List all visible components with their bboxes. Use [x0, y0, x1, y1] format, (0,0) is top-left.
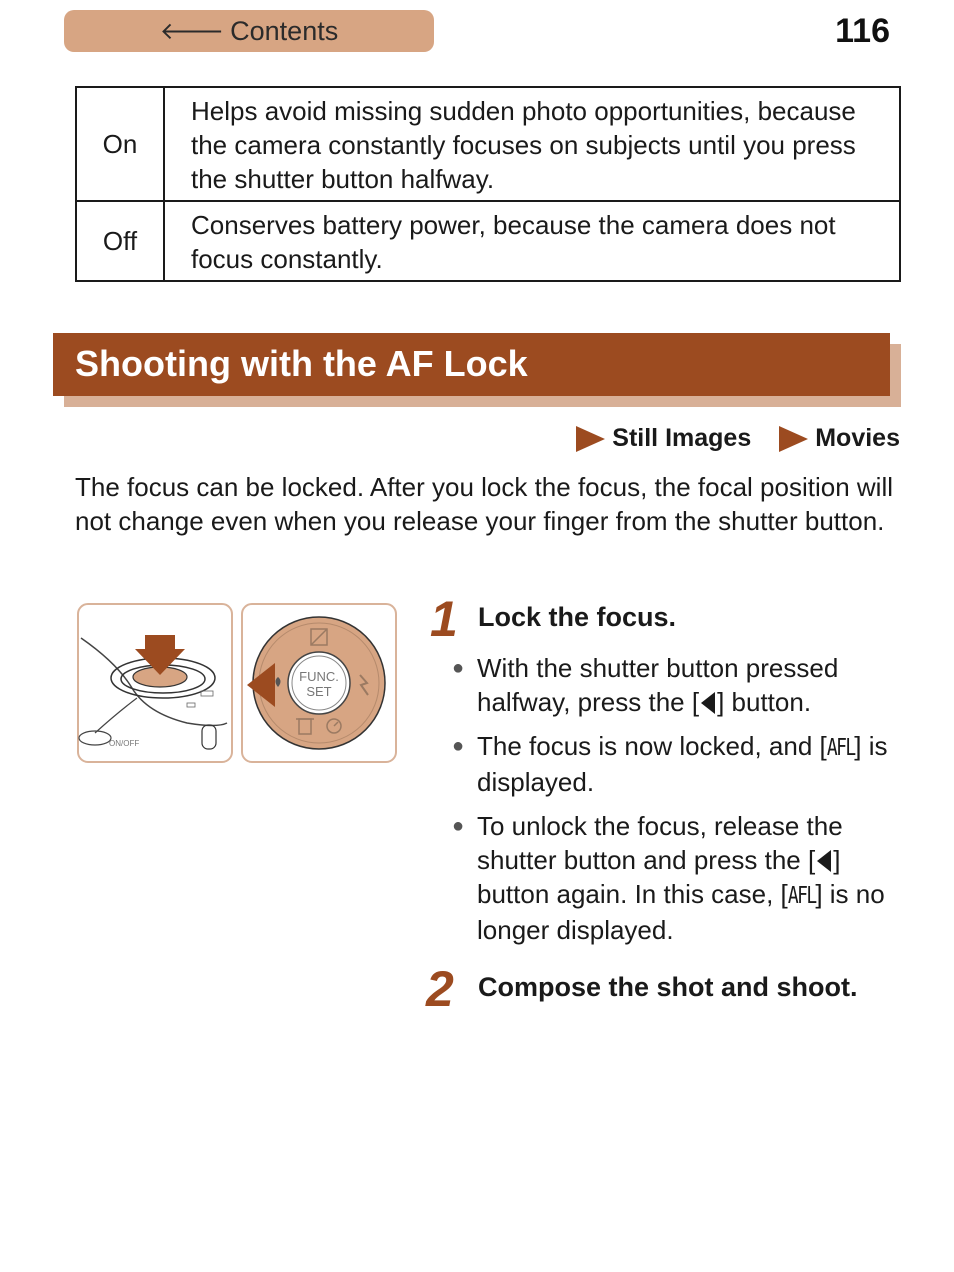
- bullet-text: ] button.: [717, 687, 812, 717]
- page-number: 116: [835, 12, 890, 50]
- table-row: [76, 87, 900, 201]
- step-title: Compose the shot and shoot.: [478, 972, 858, 1002]
- step-1-bullets: [452, 651, 912, 957]
- bullet-text: With the shutter button pressed halfway, press the [: [477, 653, 839, 717]
- arrow-left-icon: 🡐: [159, 18, 225, 45]
- left-button-icon: [701, 692, 715, 714]
- play-triangle-icon: [779, 426, 808, 452]
- table-row: [76, 201, 900, 281]
- shooting-modes: [548, 424, 900, 453]
- option-desc: Helps avoid missing sudden photo opportunities, because the camera constantly focuses on subjects until you press the shutter button halfway.: [164, 87, 900, 201]
- play-triangle-icon: [576, 426, 605, 452]
- bullet-text: The focus is now locked, and [: [477, 731, 827, 761]
- list-item: [452, 651, 912, 719]
- bullet-text: ] is no longer displayed.: [477, 879, 885, 945]
- mode-still-images: [576, 424, 751, 453]
- bullet-dot-icon: ●: [452, 735, 465, 757]
- camera-illustration: [77, 603, 399, 765]
- step-number: 1: [430, 591, 458, 647]
- list-item: [452, 729, 912, 799]
- list-item: [452, 809, 912, 947]
- bullet-text: ] is displayed.: [477, 731, 888, 797]
- contents-label: Contents: [230, 15, 339, 46]
- step-title: Lock the focus.: [478, 602, 677, 632]
- afl-icon: AFL: [826, 735, 855, 761]
- options-table: [75, 86, 901, 282]
- mode-movies: [779, 424, 900, 453]
- shutter-panel: [78, 604, 232, 762]
- afl-icon: AFL: [787, 883, 816, 909]
- contents-button[interactable]: [64, 10, 434, 52]
- bullet-text: To unlock the focus, release the shutter button and press the [: [477, 811, 843, 875]
- control-wheel-panel: [242, 604, 396, 762]
- onoff-label: ON/OFF: [109, 739, 140, 748]
- left-button-icon: [817, 850, 831, 872]
- mode-label: Still Images: [612, 424, 752, 452]
- bullet-text: ] button again. In this case, [: [477, 845, 841, 909]
- bullet-dot-icon: ●: [452, 815, 465, 837]
- option-key: Off: [76, 201, 164, 281]
- option-key: On: [76, 87, 164, 201]
- section-title: Shooting with the AF Lock: [75, 343, 528, 384]
- bullet-dot-icon: ●: [452, 657, 465, 679]
- option-desc: Conserves battery power, because the camera does not focus constantly.: [164, 201, 900, 281]
- set-label: SET: [306, 684, 332, 699]
- section-header: [53, 333, 890, 396]
- mode-label: Movies: [815, 424, 900, 452]
- func-label: FUNC.: [299, 669, 339, 684]
- step-number: 2: [426, 961, 454, 1017]
- intro-text: The focus can be locked. After you lock the focus, the focal position will not change even when you release your finger from the shutter button.: [75, 472, 893, 536]
